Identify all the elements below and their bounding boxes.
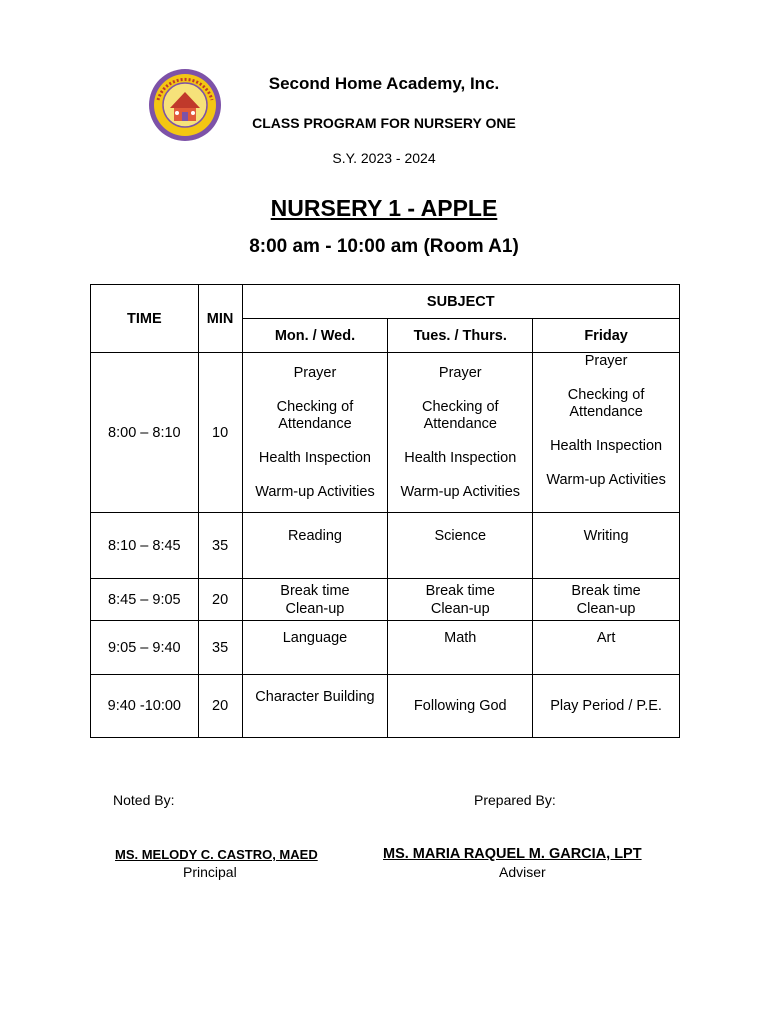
- subject-cell: [388, 579, 533, 621]
- time-cell: 9:05 – 9:40: [91, 621, 199, 675]
- subject-cell: [533, 579, 680, 621]
- class-schedule-table: [90, 284, 680, 738]
- header-subject: SUBJECT: [242, 285, 679, 319]
- subject-item: Prayer: [293, 364, 337, 381]
- subject-item: Clean-up: [576, 600, 636, 617]
- subject-cell: [242, 353, 388, 513]
- table-row: [91, 353, 680, 513]
- table-row: [91, 513, 680, 579]
- subject-item: Break time: [571, 582, 641, 599]
- header-day-tue-thu: Tues. / Thurs.: [388, 319, 533, 353]
- subject-item: Prayer: [584, 353, 628, 369]
- prepared-by-label: Prepared By:: [474, 792, 556, 808]
- min-cell: 20: [198, 675, 242, 738]
- noted-by-label: Noted By:: [113, 792, 175, 808]
- subject-item: Health Inspection: [258, 449, 371, 466]
- subject-item: Checking of Attendance: [421, 398, 499, 432]
- time-cell: 8:00 – 8:10: [91, 353, 199, 513]
- subject-cell: Following God: [388, 675, 533, 738]
- adviser-role: Adviser: [499, 864, 546, 880]
- subject-item: Health Inspection: [404, 449, 517, 466]
- time-cell: 9:40 -10:00: [91, 675, 199, 738]
- adviser-name: MS. MARIA RAQUEL M. GARCIA, LPT: [383, 846, 642, 862]
- subject-item: Clean-up: [430, 600, 490, 617]
- min-cell: 35: [198, 621, 242, 675]
- header-min: MIN: [198, 285, 242, 353]
- subject-cell: Character Building: [242, 675, 388, 738]
- subject-item: Checking of Attendance: [276, 398, 354, 432]
- subject-cell: Art: [533, 621, 680, 675]
- subject-cell: [388, 353, 533, 513]
- subject-cell: [533, 353, 680, 513]
- subject-cell: Writing: [533, 513, 680, 579]
- subject-cell: Language: [242, 621, 388, 675]
- min-cell: 20: [198, 579, 242, 621]
- subject-item: Warm-up Activities: [546, 472, 666, 488]
- table-row: [91, 579, 680, 621]
- time-cell: 8:10 – 8:45: [91, 513, 199, 579]
- subject-item: Warm-up Activities: [255, 483, 375, 500]
- school-year: S.Y. 2023 - 2024: [332, 150, 436, 166]
- subject-item: Break time: [425, 582, 495, 599]
- subject-cell: [242, 579, 388, 621]
- subject-cell: Play Period / P.E.: [533, 675, 680, 738]
- time-cell: 8:45 – 9:05: [91, 579, 199, 621]
- subject-item: Health Inspection: [550, 438, 663, 454]
- time-room: 8:00 am - 10:00 am (Room A1): [249, 236, 519, 257]
- section-title: NURSERY 1 - APPLE: [270, 195, 498, 221]
- min-cell: 10: [198, 353, 242, 513]
- subject-cell: Reading: [242, 513, 388, 579]
- school-name: Second Home Academy, Inc.: [268, 74, 500, 93]
- principal-role: Principal: [183, 864, 237, 880]
- subject-item: Warm-up Activities: [400, 483, 521, 500]
- principal-name: MS. MELODY C. CASTRO, MAED: [115, 847, 318, 862]
- min-cell: 35: [198, 513, 242, 579]
- header-time: TIME: [91, 285, 199, 353]
- header-day-mon-wed: Mon. / Wed.: [242, 319, 388, 353]
- table-row: [91, 675, 680, 738]
- subject-item: Break time: [280, 582, 350, 599]
- program-title: CLASS PROGRAM FOR NURSERY ONE: [252, 115, 516, 131]
- header-day-friday: Friday: [533, 319, 680, 353]
- subject-item: Checking of Attendance: [567, 387, 645, 420]
- subject-item: Clean-up: [285, 600, 345, 617]
- subject-cell: Science: [388, 513, 533, 579]
- subject-item: Prayer: [438, 364, 482, 381]
- subject-cell: Math: [388, 621, 533, 675]
- table-row: [91, 621, 680, 675]
